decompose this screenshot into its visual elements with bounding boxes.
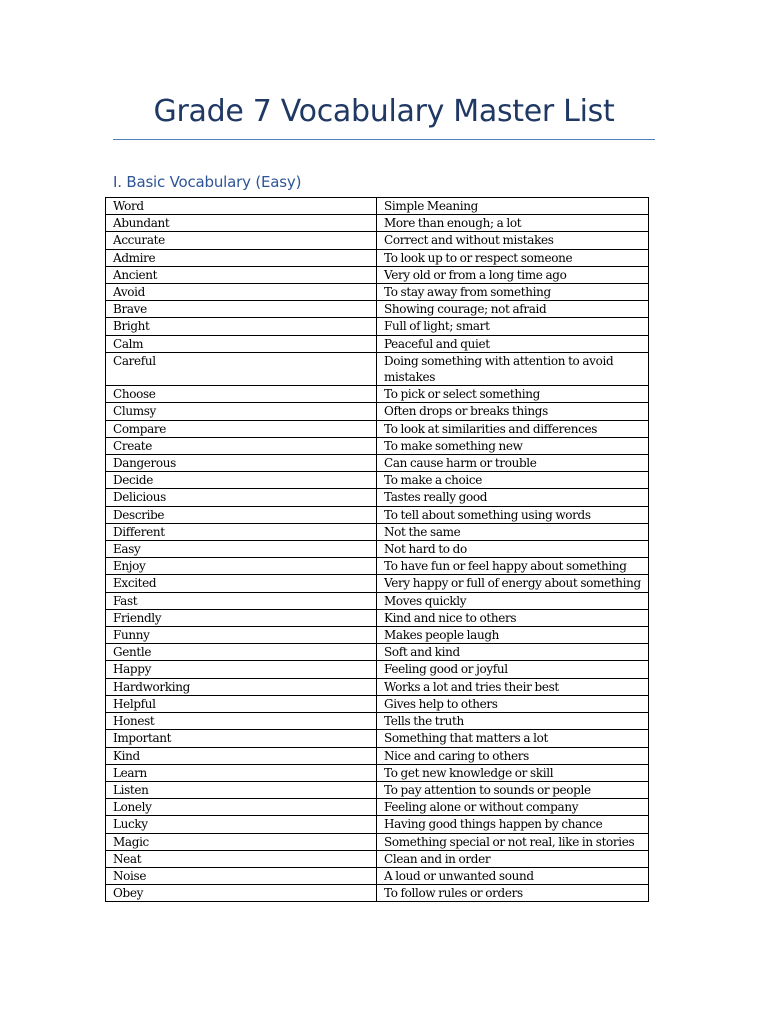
header-word: Word <box>106 198 377 215</box>
table-row <box>106 523 649 540</box>
word-cell: Magic <box>106 833 377 850</box>
table-row <box>106 232 649 249</box>
table-row <box>106 249 649 266</box>
table-row <box>106 609 649 626</box>
word-cell: Listen <box>106 781 377 798</box>
meaning-cell: To pick or select something <box>377 386 649 403</box>
page-title: Grade 7 Vocabulary Master List <box>153 94 615 129</box>
word-cell: Friendly <box>106 609 377 626</box>
table-row <box>106 437 649 454</box>
table-row <box>106 284 649 301</box>
table-row <box>106 335 649 352</box>
word-cell: Kind <box>106 747 377 764</box>
word-cell: Admire <box>106 249 377 266</box>
vocabulary-table-body <box>106 198 649 902</box>
table-row <box>106 661 649 678</box>
word-cell: Lonely <box>106 799 377 816</box>
meaning-cell: Nice and caring to others <box>377 747 649 764</box>
word-cell: Neat <box>106 850 377 867</box>
table-row <box>106 799 649 816</box>
meaning-cell: Not hard to do <box>377 541 649 558</box>
word-cell: Hardworking <box>106 678 377 695</box>
word-cell: Dangerous <box>106 455 377 472</box>
meaning-cell: Often drops or breaks things <box>377 403 649 420</box>
meaning-cell: To stay away from something <box>377 284 649 301</box>
table-row <box>106 627 649 644</box>
table-row <box>106 885 649 902</box>
table-row <box>106 455 649 472</box>
table-row <box>106 472 649 489</box>
word-cell: Lucky <box>106 816 377 833</box>
word-cell: Careful <box>106 352 377 385</box>
word-cell: Helpful <box>106 695 377 712</box>
table-row <box>106 713 649 730</box>
table-row <box>106 575 649 592</box>
section-heading: I. Basic Vocabulary (Easy) <box>113 173 302 191</box>
table-row <box>106 833 649 850</box>
word-cell: Learn <box>106 764 377 781</box>
word-cell: Abundant <box>106 215 377 232</box>
table-row <box>106 747 649 764</box>
meaning-cell: Full of light; smart <box>377 318 649 335</box>
meaning-cell: Very happy or full of energy about something <box>377 575 649 592</box>
meaning-cell: A loud or unwanted sound <box>377 867 649 884</box>
table-row <box>106 386 649 403</box>
word-cell: Honest <box>106 713 377 730</box>
meaning-cell: Doing something with attention to avoid mistakes <box>377 352 649 385</box>
word-cell: Create <box>106 437 377 454</box>
meaning-cell: Feeling good or joyful <box>377 661 649 678</box>
word-cell: Choose <box>106 386 377 403</box>
meaning-cell: To make something new <box>377 437 649 454</box>
vocabulary-table <box>105 197 649 902</box>
meaning-cell: To have fun or feel happy about something <box>377 558 649 575</box>
meaning-cell: Something special or not real, like in stories <box>377 833 649 850</box>
word-cell: Ancient <box>106 266 377 283</box>
table-row <box>106 266 649 283</box>
word-cell: Excited <box>106 575 377 592</box>
table-row <box>106 403 649 420</box>
word-cell: Noise <box>106 867 377 884</box>
meaning-cell: Clean and in order <box>377 850 649 867</box>
meaning-cell: To look at similarities and differences <box>377 420 649 437</box>
table-row <box>106 420 649 437</box>
meaning-cell: Makes people laugh <box>377 627 649 644</box>
meaning-cell: Gives help to others <box>377 695 649 712</box>
table-row <box>106 558 649 575</box>
word-cell: Easy <box>106 541 377 558</box>
meaning-cell: Moves quickly <box>377 592 649 609</box>
word-cell: Compare <box>106 420 377 437</box>
meaning-cell: Correct and without mistakes <box>377 232 649 249</box>
meaning-cell: To pay attention to sounds or people <box>377 781 649 798</box>
table-header-row <box>106 198 649 215</box>
meaning-cell: Very old or from a long time ago <box>377 266 649 283</box>
word-cell: Happy <box>106 661 377 678</box>
meaning-cell: To look up to or respect someone <box>377 249 649 266</box>
word-cell: Obey <box>106 885 377 902</box>
meaning-cell: Peaceful and quiet <box>377 335 649 352</box>
table-row <box>106 489 649 506</box>
meaning-cell: Not the same <box>377 523 649 540</box>
word-cell: Avoid <box>106 284 377 301</box>
table-row <box>106 644 649 661</box>
table-row <box>106 781 649 798</box>
table-row <box>106 318 649 335</box>
meaning-cell: To make a choice <box>377 472 649 489</box>
word-cell: Brave <box>106 301 377 318</box>
meaning-cell: To follow rules or orders <box>377 885 649 902</box>
word-cell: Funny <box>106 627 377 644</box>
meaning-cell: Works a lot and tries their best <box>377 678 649 695</box>
word-cell: Fast <box>106 592 377 609</box>
table-row <box>106 301 649 318</box>
meaning-cell: Tastes really good <box>377 489 649 506</box>
table-row <box>106 695 649 712</box>
meaning-cell: More than enough; a lot <box>377 215 649 232</box>
word-cell: Gentle <box>106 644 377 661</box>
table-row <box>106 850 649 867</box>
word-cell: Bright <box>106 318 377 335</box>
word-cell: Accurate <box>106 232 377 249</box>
word-cell: Enjoy <box>106 558 377 575</box>
header-meaning: Simple Meaning <box>377 198 649 215</box>
word-cell: Delicious <box>106 489 377 506</box>
table-row <box>106 215 649 232</box>
table-row <box>106 764 649 781</box>
meaning-cell: To tell about something using words <box>377 506 649 523</box>
table-row <box>106 730 649 747</box>
table-row <box>106 352 649 385</box>
meaning-cell: Something that matters a lot <box>377 730 649 747</box>
word-cell: Different <box>106 523 377 540</box>
title-divider <box>113 139 655 140</box>
table-row <box>106 678 649 695</box>
meaning-cell: Having good things happen by chance <box>377 816 649 833</box>
meaning-cell: Feeling alone or without company <box>377 799 649 816</box>
word-cell: Clumsy <box>106 403 377 420</box>
meaning-cell: Tells the truth <box>377 713 649 730</box>
word-cell: Important <box>106 730 377 747</box>
table-row <box>106 867 649 884</box>
table-row <box>106 506 649 523</box>
meaning-cell: Soft and kind <box>377 644 649 661</box>
meaning-cell: Can cause harm or trouble <box>377 455 649 472</box>
meaning-cell: To get new knowledge or skill <box>377 764 649 781</box>
table-row <box>106 592 649 609</box>
table-row <box>106 816 649 833</box>
meaning-cell: Showing courage; not afraid <box>377 301 649 318</box>
table-row <box>106 541 649 558</box>
word-cell: Calm <box>106 335 377 352</box>
word-cell: Describe <box>106 506 377 523</box>
word-cell: Decide <box>106 472 377 489</box>
meaning-cell: Kind and nice to others <box>377 609 649 626</box>
